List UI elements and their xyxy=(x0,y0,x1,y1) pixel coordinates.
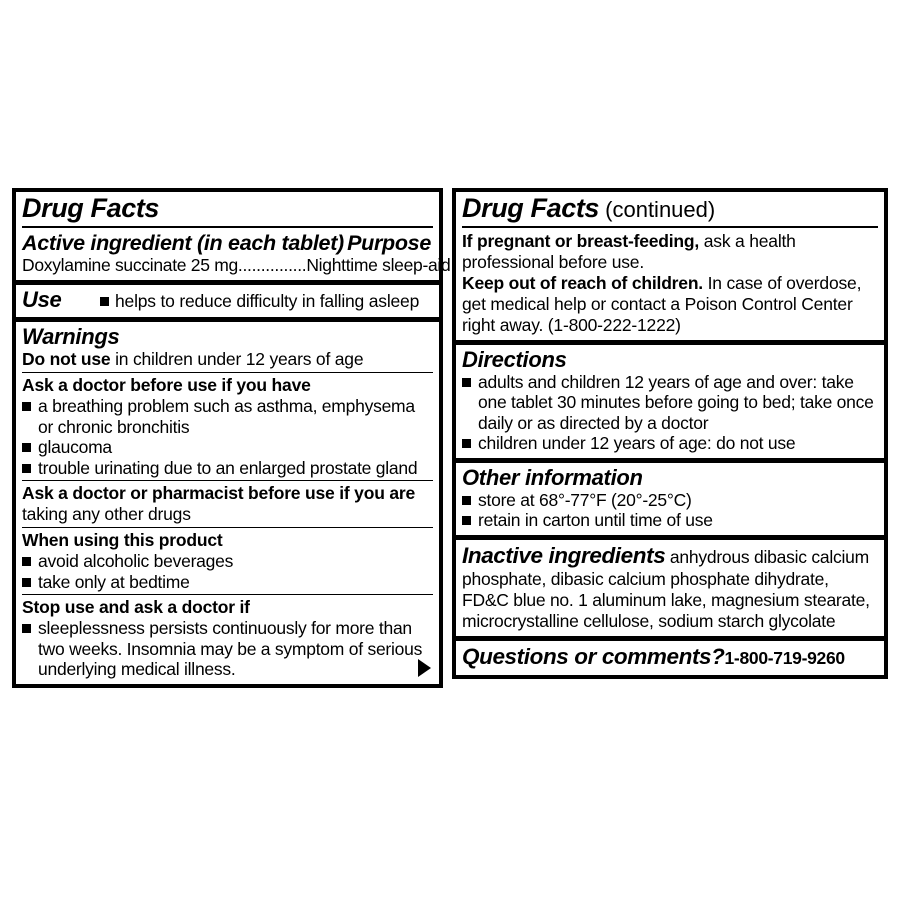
page-title-continued-main: Drug Facts xyxy=(462,193,600,223)
keep-out-warning-bold: Keep out of reach of children. xyxy=(462,272,703,293)
inactive-ingredients-text: anhydrous dibasic calcium phosphate, dibasic calcium phosphate dihydrate, FD&C blue no. 1 aluminum lake, magnesium stearate, microcrystalline cellulose, sodium starch glycolate xyxy=(462,546,870,631)
warnings-continued-panel xyxy=(456,192,884,345)
inactive-ingredients-heading: Inactive ingredients xyxy=(462,542,666,568)
warnings-panel xyxy=(16,322,439,683)
list-item-label: take only at bedtime xyxy=(38,571,190,592)
stop-use-block xyxy=(22,597,433,679)
square-bullet-icon xyxy=(22,464,31,473)
questions-panel xyxy=(456,641,884,675)
list-item-label: glaucoma xyxy=(38,437,112,458)
square-bullet-icon xyxy=(462,516,471,525)
list-item-label: children under 12 years of age: do not use xyxy=(478,433,796,454)
list-item-label: adults and children 12 years of age and over: take one tablet 30 minutes before going to bed; take once daily or as directed by a doctor xyxy=(478,371,874,433)
page-title-continued-suffix: (continued) xyxy=(599,197,716,222)
square-bullet-icon xyxy=(22,557,31,566)
inactive-ingredients-panel xyxy=(456,540,884,641)
square-bullet-icon xyxy=(22,402,31,411)
list-item-label: trouble urinating due to an enlarged prostate gland xyxy=(38,457,418,478)
square-bullet-icon xyxy=(462,439,471,448)
square-bullet-icon xyxy=(22,578,31,587)
other-information-heading: Other information xyxy=(462,464,643,490)
square-bullet-icon xyxy=(22,443,31,452)
purpose-heading: Purpose xyxy=(347,230,431,255)
when-using-heading: When using this product xyxy=(22,530,223,551)
active-ingredient-heading-row xyxy=(22,231,433,256)
ask-doctor-block xyxy=(22,375,433,481)
pregnant-warning-bold: If pregnant or breast-feeding, xyxy=(462,230,700,251)
triangle-right-icon xyxy=(418,659,431,677)
questions-phone: 1-800-719-9260 xyxy=(724,647,845,668)
square-bullet-icon xyxy=(100,297,109,306)
active-ingredient-line: Doxylamine succinate 25 mg...............Nighttime sleep-aid xyxy=(22,255,451,276)
square-bullet-icon xyxy=(462,496,471,505)
list-item-label: a breathing problem such as asthma, emphysema or chronic bronchitis xyxy=(38,396,415,437)
list-item-label: retain in carton until time of use xyxy=(478,510,713,531)
ask-doctor-heading: Ask a doctor before use if you have xyxy=(22,375,311,396)
stop-use-heading: Stop use and ask a doctor if xyxy=(22,597,250,618)
use-panel xyxy=(16,285,439,322)
list-item xyxy=(22,458,433,478)
keep-out-warning-rest: In case of overdose, get medical help or contact a Poison Control Center right away. (1-800-222-1222) xyxy=(462,272,862,335)
list-item xyxy=(462,433,878,453)
questions-heading: Questions or comments? xyxy=(462,643,725,669)
list-item xyxy=(462,510,878,530)
ask-pharmacist-text: taking any other drugs xyxy=(22,504,191,525)
pregnant-warning-line xyxy=(462,231,878,273)
list-item xyxy=(462,372,878,433)
stop-use-bullet-list xyxy=(22,618,433,679)
ask-doctor-bullet-list xyxy=(22,396,433,478)
active-ingredient-heading: Active ingredient (in each tablet) xyxy=(22,230,344,255)
warnings-do-not-use-block xyxy=(22,324,433,373)
when-using-bullet-list xyxy=(22,551,433,592)
square-bullet-icon xyxy=(22,624,31,633)
other-information-panel xyxy=(456,463,884,540)
list-item-label: avoid alcoholic beverages xyxy=(38,551,234,572)
directions-heading: Directions xyxy=(462,346,567,372)
active-ingredient-panel xyxy=(16,192,451,285)
do-not-use-bold: Do not use xyxy=(22,349,111,370)
drug-facts-right-column xyxy=(452,188,888,679)
page-title-continued xyxy=(462,194,878,228)
page-title: Drug Facts xyxy=(22,194,433,228)
pregnant-warning-rest: ask a health professional before use. xyxy=(462,230,796,272)
directions-panel xyxy=(456,345,884,463)
use-bullet-item xyxy=(100,291,419,312)
drug-facts-label xyxy=(12,188,888,688)
list-item xyxy=(22,437,433,457)
list-item xyxy=(22,396,433,437)
other-information-bullet-list xyxy=(462,490,878,531)
square-bullet-icon xyxy=(462,378,471,387)
list-item-label: sleeplessness persists continuously for more than two weeks. Insomnia may be a symptom of serious underlying medical illness. xyxy=(38,618,423,680)
keep-out-warning-line xyxy=(462,273,878,336)
use-bullet-label: helps to reduce difficulty in falling asleep xyxy=(115,291,420,312)
list-item xyxy=(22,551,433,571)
list-item-label: store at 68°-77°F (20°-25°C) xyxy=(478,489,692,510)
inactive-ingredients-block xyxy=(462,542,878,632)
do-not-use-rest: in children under 12 years of age xyxy=(110,349,364,370)
drug-facts-left-column xyxy=(12,188,451,688)
questions-block xyxy=(462,643,878,671)
warnings-heading: Warnings xyxy=(22,324,120,350)
list-item xyxy=(22,572,433,592)
list-item xyxy=(22,618,433,679)
use-heading: Use xyxy=(22,287,62,313)
ask-pharmacist-heading: Ask a doctor or pharmacist before use if you are xyxy=(22,483,416,504)
ask-pharmacist-block xyxy=(22,483,433,528)
do-not-use-line xyxy=(22,349,433,370)
list-item xyxy=(462,490,878,510)
use-row xyxy=(22,287,433,313)
directions-bullet-list xyxy=(462,372,878,454)
when-using-block xyxy=(22,530,433,595)
